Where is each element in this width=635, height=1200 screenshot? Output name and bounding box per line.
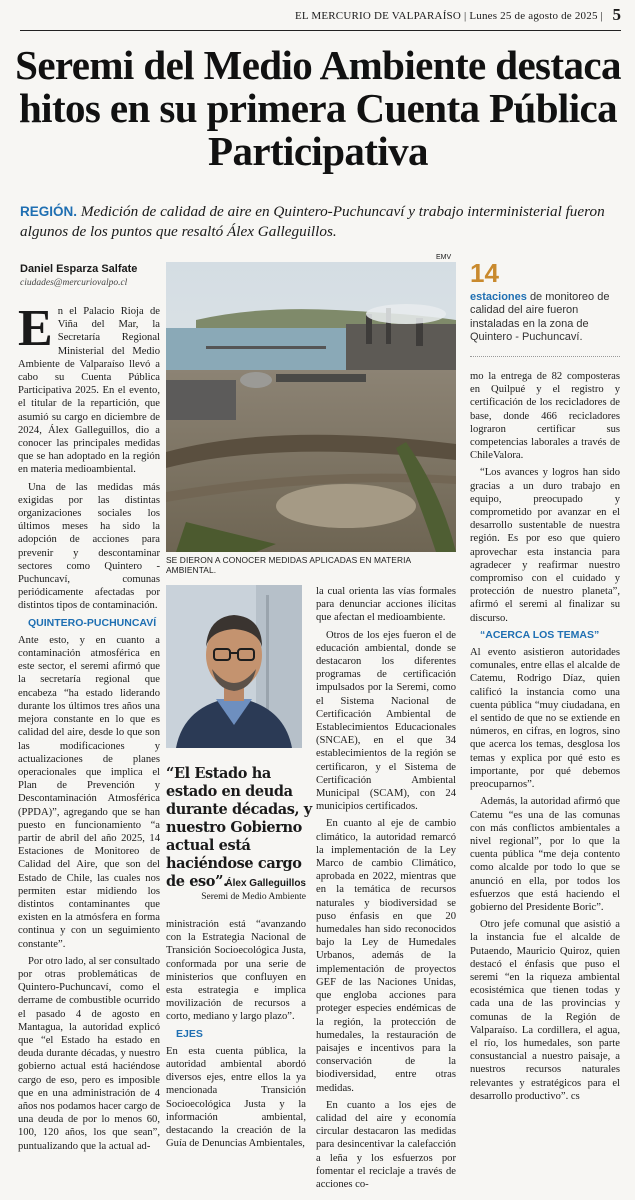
page-number: 5 (612, 5, 621, 24)
stat-number: 14 (470, 258, 499, 288)
pull-quote: “El Estado ha estado en deuda durante décadas, y nuestro Gobierno actual está haciéndose cargo de eso”. (166, 765, 312, 890)
publication-line: EL MERCURIO DE VALPARAÍSO | Lunes 25 de agosto de 2025 | (294, 10, 603, 22)
kicker: REGIÓN. (20, 204, 78, 219)
paragraph: Además, la autoridad afirmó que Catemu “es una de las comunas con más conflictos ambientales a nivel regional”, por lo que la cuenta pública “me deja contento como alcalde por todo lo que se anunció en ella, por todos los esfuerzos que está haciendo el gobierno del Presidente Boric”. (470, 796, 620, 913)
industrial-port-photo (166, 262, 456, 552)
stat-divider (470, 356, 620, 357)
paragraph: Ante esto, y en cuanto a contaminación atmosférica en este sector, el seremi afirmó que la secretaría regional que encabeza “ha estado liderando durante los últimos tres años una mejora constante en lo que es calidad del aire, desde lo que son las modificaciones y actualizaciones de planes operacionales que implica el Plan de Prevención y Descontaminación Atmosférica (PPDA)”, agregando que se han puesto en funcionamiento “a partir de abril del año 2025, 14 Estaciones de Monitoreo de Calidad del Aire, que son del Estado de Chile, las cuales nos permiten estar midiendo los distintos contaminantes que existen en la atmósfera en forma continua y con un seguimiento constante”. (18, 634, 160, 950)
header-rule (20, 30, 621, 31)
subhead-quintero: QUINTERO-PUCHUNCAVÍ (28, 616, 157, 629)
subhead-acerca: “ACERCA LOS TEMAS” (480, 628, 600, 641)
paragraph: Otro jefe comunal que asistió a la instancia fue el alcalde de Putaendo, Mauricio Quiroz, quien destacó el énfasis que puso el seremi “en la riqueza ambiental ecosistémica que tienen todas y cada una de las provincias y comunas de la Región de Valparaíso. La cordillera, el agua, el río, los humedales, son parte consustancial a nuestro paisaje, a nuestros recursos naturales relevantes y estratégicos para el desarrollo productivo”. cs (470, 919, 620, 1102)
column-3 (316, 585, 456, 1195)
page-header (0, 0, 635, 36)
stat-text: estaciones de monitoreo de calidad del aire fueron instaladas en la zona de Quintero - Puchuncaví. (470, 291, 610, 344)
paragraph: Otros de los ejes fueron el de educación ambiental, donde se destacaron los diferentes programas de certificación impulsados por la Seremi, como el Sistema Nacional de Certificación Ambiental de Establecimientos Educacionales (SNCAE), en el que 34 establecimientos de la región se certificaron, y el Sistema de Certificación Ambiental Municipal (SCAM), con 24 municipios certificados. (316, 629, 456, 813)
stat-label: estaciones (470, 291, 527, 303)
paragraph: mo la entrega de 82 composteras en Quilpué y el registro y certificación de los recicladores de base, donde 466 recicladores lograron certificar sus competencias laborales a través de ChileValora. (470, 371, 620, 462)
paragraph: En esta cuenta pública, la autoridad ambiental abordó diversos ejes, entre ellos la ya mencionada Transición Socioecológica Justa y la información ambiental, destacando la creación de la Guía de Denuncias Ambientales, (166, 1045, 306, 1150)
dek (20, 202, 616, 242)
photo-credit: EMV (436, 254, 452, 261)
paragraph: En cuanto a los ejes de calidad del aire y economía circular destacaron las medidas para desincentivar la calefacción a leña y los esfuerzos por fomentar el reciclaje a través de acciones co- (316, 1099, 456, 1190)
column-4 (470, 370, 620, 1107)
author-name: Daniel Esparza Salfate (20, 263, 138, 275)
drop-cap: E (18, 300, 53, 357)
author-email[interactable]: ciudades@mercuriovalpo.cl (20, 278, 128, 288)
end-mark: cs (570, 1090, 580, 1102)
paragraph: Por otro lado, al ser consultado por otras problemáticas de Quintero-Puchuncaví, como el derrame de combustible ocurrido el pasado 4 de agosto en Mantagua, la autoridad explicó que “el Estado ha estado en deuda durante décadas, y nuestro gobierno actual está haciéndose cargo de eso, pero es imposible que en una administración de 4 años nos podamos hacer cargo de una deuda de por lo menos 60, 100, 120 años, los que sean”, puntualizando que la actual ad- (18, 955, 160, 1152)
column-2 (166, 918, 306, 1154)
dek-text: Medición de calidad de aire en Quintero-Puchuncaví y trabajo interministerial fueron algunos de los puntos que resaltó Álex Galleguillos. (20, 203, 605, 240)
paragraph: Una de las medidas más exigidas por las distintas organizaciones sociales los últimos meses ha sido la adopción de acciones para prevenir y descontaminar sectores como Quintero - Puchuncaví, comunas periódicamente afectadas por distintos tipos de contaminación. (18, 481, 160, 612)
paragraph: En el Palacio Rioja de Viña del Mar, la Secretaría Regional Ministerial del Medio Ambiente de Valparaíso llevó a cabo su Cuenta Pública Participativa 2025. En el evento, el titular de la repartición, que asumió su cargo en diciembre de 2024, Álex Galleguillos, dio a conocer las principales medidas que se han adoptado en la región en materia medioambiental. (18, 300, 160, 476)
paragraph: “Los avances y logros han sido gracias a un duro trabajo en equipo, preocupado y comprometido por avanzar en el desarrollo sustentable de nuestra región. Es por eso que quiero aprovechar esta instancia para agradecer y reafirmar nuestro compromiso con el cuidado y protección de nuestro planeta”, afirmó el seremi al finalizar su discurso. (470, 467, 620, 624)
quote-attribution-name: Álex Galleguillos (225, 878, 306, 889)
photo-caption: SE DIERON A CONOCER MEDIDAS APLICADAS EN MATERIA AMBIENTAL. (166, 555, 411, 575)
subhead-ejes: EJES (176, 1027, 203, 1040)
paragraph: la cual orienta las vías formales para denunciar acciones ilícitas que afectan el medioambiente. (316, 586, 456, 624)
paragraph: Al evento asistieron autoridades comunales, entre ellas el alcalde de Catemu, Rodrigo Díaz, quien calificó la instancia como una cuenta pública “muy ciudadana, en el sentido de que no se extiende en números, en cifras, en logros, sino que acerca los temas, desglosa los temas y explica por qué esto es importante, por qué debemos preocuparnos”. (470, 647, 620, 791)
column-1 (18, 300, 160, 1157)
paragraph: En cuanto al eje de cambio climático, la autoridad remarcó la implementación de la Ley Marco de cambio Climático, aprobada en 2022, mientras que en la temática de recursos naturales y biodiversidad se puso énfasis en que 20 humedales han sido reconocidos bajo la Ley de Humedales Urbanos, además de la implementación de proyectos GEF de las Naciones Unidas, que engloba acciones para proteger especies endémicas de la región, la protección de humedales, la restauración de paisajes e incentivos para la conservación de la biodiversidad, entre otras medidas. (316, 818, 456, 1094)
portrait-photo (166, 585, 302, 748)
headline: Seremi del Medio Ambiente destaca hitos en su primera Cuenta Pública Participativa (15, 42, 621, 174)
paragraph: ministración está “avanzando con la Estrategia Nacional de Transición Socioecológica Justa, conformada por una serie de ministerios que confluyen en esta estrategia e implica movilización de recursos a corto, mediano y largo plazo”. (166, 919, 306, 1023)
quote-attribution-role: Seremi de Medio Ambiente (201, 892, 306, 902)
